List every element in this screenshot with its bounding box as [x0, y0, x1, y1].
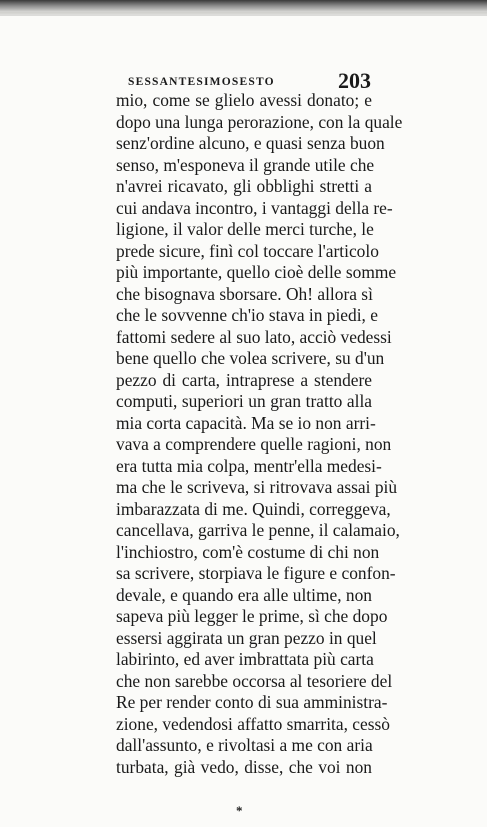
text-line: bene quello che volea scrivere, su d'un	[116, 348, 385, 368]
text-line: che bisognava sborsare. Oh! allora sì	[116, 283, 373, 304]
text-line: l'inchiostro, com'è costume di chi non	[116, 541, 380, 562]
text-line: fattomi sedere al suo lato, acciò vedessi	[116, 326, 392, 347]
text-line: sapeva più legger le prime, sì che dopo	[116, 606, 388, 626]
text-line: senz'ordine alcuno, e quasi senza buon	[116, 133, 385, 153]
text-line: dall'assunto, e rivoltasi a me con aria	[116, 735, 373, 755]
text-line: pezzo di carta, intraprese a stendere	[116, 369, 372, 390]
text-line: senso, m'esponeva il grande utile che	[116, 154, 375, 175]
text-line: cancellava, garriva le penne, il calamaio,	[116, 520, 400, 540]
page-number: 203	[338, 68, 371, 93]
text-line: ma che le scriveva, si ritrovava assai più	[116, 477, 398, 497]
text-line: mio, come se glielo avessi donato; e	[116, 90, 372, 110]
text-line: prede sicure, finì col toccare l'articolo	[116, 240, 379, 261]
text-line: zione, vedendosi affatto smarrita, cessò	[116, 713, 390, 734]
signature-mark: *	[236, 803, 243, 818]
body-text	[116, 90, 403, 778]
text-line: imbarazzata di me. Quindi, correggeva,	[116, 498, 391, 519]
text-line: mia corta capacità. Ma se io non arri-	[116, 412, 376, 433]
text-line: cui andava incontro, i vantaggi della re-	[116, 197, 393, 218]
text-line: Re per render conto di sua amministra-	[116, 692, 388, 712]
text-line: dopo una lunga perorazione, con la quale	[116, 111, 403, 132]
text-line: era tutta mia colpa, mentr'ella medesi-	[116, 455, 382, 476]
text-line: sa scrivere, storpiava le figure e confon-	[116, 563, 396, 583]
text-line: vava a comprendere quelle ragioni, non	[116, 434, 392, 454]
text-line: labirinto, ed aver imbrattata più carta	[116, 649, 374, 669]
running-head: SESSANTESIMOSESTO	[128, 76, 275, 88]
text-line: che non sarebbe occorsa al tesoriere del	[116, 670, 393, 691]
text-line: computi, superiori un gran tratto alla	[116, 391, 372, 411]
text-line: più importante, quello cioè delle somme	[116, 262, 397, 282]
text-line: devale, e quando era alle ultime, non	[116, 584, 372, 605]
text-line: ligione, il valor delle merci turche, le	[116, 219, 374, 239]
text-line: turbata, già vedo, disse, che voi non	[116, 756, 372, 777]
text-line: essersi aggirata un gran pezzo in quel	[116, 627, 377, 648]
page-top-edge-line	[0, 12, 487, 16]
text-line: che le sovvenne ch'io stava in piedi, e	[116, 305, 378, 325]
text-line: n'avrei ricavato, gli obblighi stretti a	[116, 176, 372, 196]
